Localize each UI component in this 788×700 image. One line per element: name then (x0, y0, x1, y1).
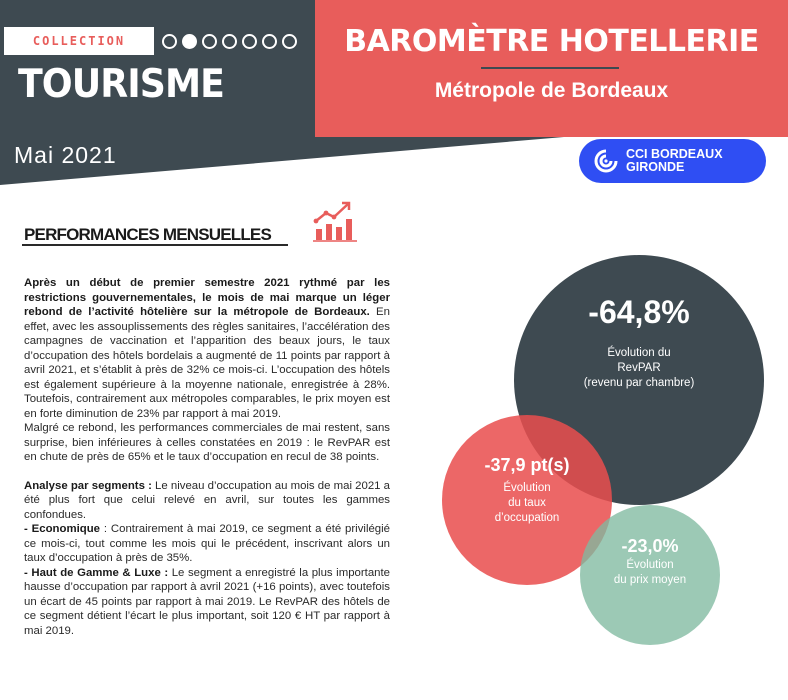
pagination-dot-4[interactable] (222, 34, 237, 49)
kpi-occupation-label-line2: du taux (508, 497, 546, 509)
collection-label: COLLECTION (32, 34, 126, 48)
pagination-dots (162, 34, 297, 49)
kpi-occupation-label (442, 481, 612, 526)
collection-badge (4, 27, 154, 55)
intro-lead: Après un début de premier semestre 2021 rythmé par les restrictions gouvernementales, le mois de mai marque un léger rebond de l’activité hôtelière sur la métropole de Bordeaux. (24, 277, 390, 318)
paragraph-segments (24, 479, 390, 523)
cci-logo-text (626, 148, 723, 174)
kpi-occupation-label-line1: Évolution (503, 482, 551, 494)
kpi-revpar-label-line3: (revenu par chambre) (583, 377, 695, 389)
cci-logo-badge[interactable] (579, 139, 766, 183)
kpi-price-label-line2: du prix moyen (613, 574, 687, 586)
kpi-revpar-label-line1: Évolution du (607, 347, 671, 359)
pagination-dot-3[interactable] (202, 34, 217, 49)
kpi-price-label-line1: Évolution (626, 559, 674, 571)
kpi-price-label (580, 558, 720, 588)
economique-text: : Contrairement à mai 2019, ce segment a été privilégié ce mois-ci, tout comme les mois qui le précédent, inscrivant alors un taux d’occupation à près de 35%. (24, 523, 391, 564)
paragraph-intro (24, 276, 390, 421)
kpi-revpar-label-line2: RevPAR (617, 362, 661, 374)
kpi-revpar-value: -64,8% (588, 294, 690, 330)
paragraph-revpar: Malgré ce rebond, les performances commerciales de mai restent, sans surprise, bien inférieures à celles constatées en 2019 : le RevPAR est en chute de près de 65% et le taux d’occupation en recul de 38 points. (24, 422, 390, 463)
luxe-label: - Haut de Gamme & Luxe : (24, 566, 169, 579)
cci-logo-icon (593, 148, 619, 174)
kpi-price-value: -23,0% (621, 536, 679, 556)
document-title: BAROMÈTRE HOTELLERIE (344, 24, 759, 59)
pagination-dot-2-active[interactable] (182, 34, 197, 49)
pagination-dot-7[interactable] (282, 34, 297, 49)
pagination-dot-5[interactable] (242, 34, 257, 49)
paragraph-luxe (24, 566, 390, 639)
pagination-dot-6[interactable] (262, 34, 277, 49)
kpi-occupation-value: -37,9 pt(s) (484, 455, 570, 475)
section-underline (22, 244, 288, 246)
kpi-occupation-label-line3: d’occupation (494, 512, 560, 524)
intro-text: En effet, avec les assouplissements des règles sanitaires, l’accélération des campagnes de vaccination et l’apparition des beaux jours, le taux d’occupation des hôtels bordelais a augmenté de 11 points par rapport à avril 2021, et s’établit à près de 32% ce mois-ci. L’occupation des hôtels est également supérieure à la moyenne nationale, enregistrée à 28%. Toutefois, contrairement aux métropoles comparables, le prix moyen est en forte diminution de 23% par rapport à mai 2019. (24, 306, 390, 420)
bar-chart-up-icon (312, 197, 360, 243)
article-body (24, 276, 390, 638)
segments-text: Le niveau d’occupation au mois de mai 2021 a été plus fort que celui relevé en avril, sur toutes les gammes confondues. (24, 479, 390, 521)
pagination-dot-1[interactable] (162, 34, 177, 49)
document-subtitle: Métropole de Bordeaux (434, 79, 669, 102)
section-title: PERFORMANCES MENSUELLES (24, 225, 272, 244)
issue-date: Mai 2021 (14, 142, 117, 168)
segments-label: Analyse par segments : (24, 479, 152, 492)
cci-logo-line1: CCI BORDEAUX (626, 147, 723, 161)
title-divider (481, 67, 619, 69)
luxe-text: Le segment a enregistré la plus importante hausse d’occupation par rapport à avril 2021 (+16 points), avec toutefois un écart de 45 points par rapport à mai 2019. Le RevPAR des hôtels de ce segment détient l’écart le plus important, soit 120 € HT par rapport à mai 2019. (24, 566, 390, 637)
series-title: TOURISME (18, 62, 225, 107)
paragraph-economique (24, 522, 390, 566)
kpi-revpar-label (514, 346, 764, 391)
cci-logo-line2: GIRONDE (626, 160, 685, 174)
economique-label: - Economique (24, 523, 101, 535)
